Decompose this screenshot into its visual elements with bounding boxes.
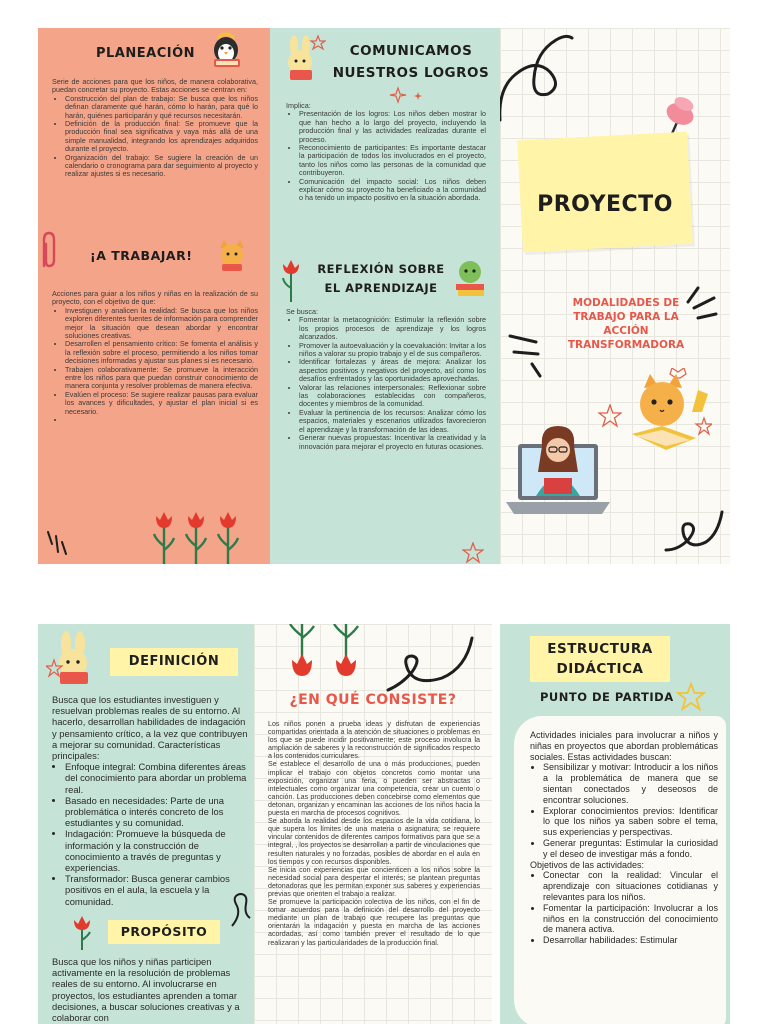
squiggle-icon (500, 28, 576, 128)
comunicamos-body (286, 102, 486, 203)
reflexion-item: • Fomentar la metacognición: Estimular la reflexión sobre los propios procesos de aprendizaje y los logros alcanzados. (299, 316, 486, 341)
reflexion-title-line1: REFLEXIÓN SOBRE (317, 262, 445, 276)
turtle-icon (450, 258, 490, 300)
consiste-title: ¿EN QUÉ CONSISTE? (289, 692, 457, 708)
cover-subtitle-line: TRANSFORMADORA (567, 339, 685, 351)
planeacion-intro: Serie de acciones para que los niños, de manera colaborativa, puedan concretar su proyecto. Estas acciones se centran en: (52, 77, 258, 95)
trabajar-item: • Evalúen el proceso: Se sugiere realizar pausas para evaluar los avances y dificultades, y ajustar el plan inicial si es necesario. (65, 391, 258, 416)
cat-icon (214, 238, 250, 274)
definicion-item: • Enfoque integral: Combina diferentes áreas del conocimiento para abordar un problema real. (65, 761, 248, 795)
reflexion-intro: Se busca: (286, 307, 318, 316)
consiste-body (268, 720, 480, 947)
trabajar-title: ¡A TRABAJAR! (90, 248, 193, 263)
definicion-title: DEFINICIÓN (110, 648, 238, 676)
reflexion-item: • Promover la autoevaluación y la coevaluación: Invitar a los niños a valorar su propio trabajo y el de sus compañeros. (299, 342, 486, 359)
panel-consiste (254, 624, 492, 1024)
cover-title: PROYECTO (537, 192, 673, 217)
cover-subtitle-line: ACCIÓN (603, 325, 649, 337)
trabajar-item (65, 416, 258, 424)
reflexion-body (286, 308, 486, 451)
proposito-text: Busca que los niños y niñas participen activamente en la resolución de problemas reales de su entorno. Al involucrarse en proyectos, los estudiantes aprenden a tomar decisiones, a buscar soluciones creativas y a colaborar con (52, 956, 240, 1024)
tulips-icon (148, 506, 244, 564)
comunicamos-item: • Comunicación del impacto social: Los niños deben explicar cómo su proyecto ha beneficiado a la comunidad o ha tenido un impacto positivo en la situación abordada. (299, 178, 486, 203)
trabajar-item: • Trabajen colaborativamente: Se promueve la interacción entre los niños para que puedan construir conocimiento de manera conjunta y resolver problemas de manera efectiva. (65, 366, 258, 391)
estructura-item: • Sensibilizar y motivar: Introducir a los niños a la problemática de manera que se sientan conectados y deseosos de encontrar soluciones. (543, 762, 718, 805)
laptop-teacher-icon (506, 424, 610, 520)
estructura-item: • Explorar conocimientos previos: Identificar lo que los niños ya saben sobre el tema, sus experiencias y perspectivas. (543, 806, 718, 838)
estructura-objetivo: • Conectar con la realidad: Vincular el aprendizaje con situaciones cotidianas y relevantes para los niños. (543, 870, 718, 902)
star-icon (462, 542, 484, 564)
cat-reading-icon (616, 368, 712, 468)
estructura-item: • Generar preguntas: Estimular la curiosidad y el deseo de investigar más a fondo. (543, 838, 718, 860)
panel-definicion (38, 624, 254, 1024)
definicion-intro: Busca que los estudiantes investiguen y resuelvan problemas reales de su entorno. Al hacerlo, desarrollan habilidades de indagación y pensamiento crítico, a la vez que contribuyen a mejorar su comunidad. Características principales: (52, 694, 248, 762)
estructura-objetivo: • Fomentar la participación: Involucrar a los niños en la construcción del conocimiento de manera activa. (543, 903, 718, 935)
panel-comunicamos (270, 28, 500, 564)
dash-lines-icon (506, 328, 546, 380)
estructura-subtitle: PUNTO DE PARTIDA (540, 690, 674, 704)
definicion-item: • Basado en necesidades: Parte de una problemática o interés concreto de los estudiantes y su comunidad. (65, 795, 248, 829)
cover-subtitle-line: MODALIDADES DE (572, 297, 680, 309)
comunicamos-title-line1: COMUNICAMOS (349, 43, 473, 59)
bunny-reading-icon (46, 630, 102, 690)
estructura-objetivos-label: Objetivos de las actividades: (530, 859, 645, 870)
estructura-title-line2: DIDÁCTICA (556, 661, 644, 677)
bunny-reading-icon (278, 34, 326, 86)
consiste-paragraph: Los niños ponen a prueba ideas y disfrutan de experiencias compartidas orientada a la atención de situaciones o problemas en los que se puede incidir positivamente; este proceso involucra la ampliación de saberes y la reconstrucción de significados respecto a los contenidos curriculares. (268, 720, 480, 761)
comunicamos-item: • Presentación de los logros: Los niños deben mostrar lo que han hecho a lo largo del proyecto, incluyendo la producción final y las actividades realizadas durante el proceso. (299, 110, 486, 144)
comunicamos-title-line2: NUESTROS LOGROS (332, 65, 490, 81)
dash-lines-icon (684, 284, 720, 324)
definicion-item: • Transformador: Busca generar cambios positivos en el aula, la escuela y la comunidad. (65, 873, 248, 907)
squiggle-icon (662, 504, 726, 558)
comunicamos-intro: Implica: (286, 101, 311, 110)
reflexion-item: • Evaluar la pertinencia de los recursos: Analizar cómo los espacios, materiales y escenarios utilizados favorecieron el aprendizaje y la transformación de las ideas. (299, 409, 486, 434)
reflexion-item: • Valorar las relaciones interpersonales: Reflexionar sobre las colaboraciones establecidas con compañeros, docentes y miembros de la comunidad. (299, 384, 486, 409)
reflexion-title-line2: EL APRENDIZAJE (324, 281, 438, 295)
squiggle-icon (382, 628, 482, 698)
trabajar-item: • Desarrollen el pensamiento crítico: Se fomenta el análisis y la reflexión sobre el proceso, permitiendo a los niños tomar decisiones informadas y ajustar sus planes si es necesario. (65, 340, 258, 365)
paperclip-icon (36, 230, 58, 270)
penguin-reading-icon (204, 32, 250, 74)
trabajar-intro: Acciones para guiar a los niños y niñas en la realización de su proyecto, con el objetivo de que: (52, 289, 258, 307)
reflexion-item: • Generar nuevas propuestas: Incentivar la creatividad y la innovación para mejorar el proyecto en futuras ocasiones. (299, 434, 486, 451)
panel-estructura (500, 624, 730, 1024)
reflexion-item: • Identificar fortalezas y áreas de mejora: Analizar los aspectos positivos y negativos del proyecto, así como los desafíos enfrentados y las oportunidades aprovechadas. (299, 358, 486, 383)
consiste-paragraph: Se inicia con experiencias que concienticen a los niños sobre la necesidad social para despertar el interés; se plantean preguntas detonadoras que les permitan exponer sus saberes y experiencias previas que orienten el trabajo a realizar. (268, 865, 480, 898)
squiggle-icon (228, 890, 252, 930)
cover-subtitle-line: TRABAJO PARA LA (573, 311, 679, 323)
estructura-intro: Actividades iniciales para involucrar a niños y niñas en proyectos que abordan problemáticas sociales. Estas actividades buscan: (530, 730, 718, 762)
planeacion-item: • Construcción del plan de trabajo: Se busca que los niños definan claramente qué harán, cómo lo harán, para qué lo harán, quiénes participarán y qué recursos necesitarán. (65, 95, 258, 120)
tulips-icon (284, 624, 368, 680)
panel-planeacion (38, 28, 270, 564)
consiste-paragraph: Se aborda la realidad desde los espacios de la vida cotidiana, lo que supera los límites de una materia o asignatura; se requiere vincular contenidos de diferentes campos formativos para que se a integral, , los proyectos se desarrollan a partir de vinculaciones que resulten naturales y no forzadas, posibles de abordar en el aula en los tiempos y con recursos disponibles. (268, 817, 480, 866)
definicion-item: • Indagación: Promueve la búsqueda de información y la construcción de conocimiento a través de preguntas y experiencias. (65, 828, 248, 873)
comunicamos-item: • Reconocimiento de participantes: Es importante destacar la participación de todos los involucrados en el proyecto, tanto los niños como las personas de la comunidad que contribuyeron. (299, 144, 486, 178)
flower-icon (280, 258, 302, 302)
estructura-objetivo: • Desarrollar habilidades: Estimular (543, 935, 718, 946)
sparkle-lines-icon (44, 528, 70, 558)
planeacion-title: PLANEACIÓN (96, 46, 196, 61)
panel-cover (500, 28, 730, 564)
definicion-body (52, 694, 248, 907)
reflexion-title (306, 260, 456, 298)
planeacion-item: • Definición de la producción final: Se promueve que la producción final sea significativa y vaya más allá de una simple manualidad, integrando los aprendizajes adquiridos durante el proyecto. (65, 120, 258, 154)
estructura-body (530, 730, 718, 946)
star-icon (676, 682, 706, 712)
trabajar-body (52, 290, 258, 425)
planeacion-body (52, 78, 258, 179)
estructura-title (530, 636, 670, 682)
estructura-title-line1: ESTRUCTURA (547, 641, 653, 657)
trabajar-item: • Investiguen y analicen la realidad: Se busca que los niños exploren diferentes fuentes de información para comprender mejor la situación que desean abordar y encontrar soluciones creativas. (65, 307, 258, 341)
consiste-paragraph: Se promueve la participación colectiva de los niños, con el fin de tomar acuerdos para la definición del desarrollo del proyecto mediante un plan de trabajo que recupere las preguntas que orientarán la indagación y puesta en marcha de las acciones acordadas, así como también prever el resultado de lo que realizaran y las particularidades de la producción final. (268, 898, 480, 947)
planeacion-item: • Organización del trabajo: Se sugiere la creación de un calendario o cronograma para dar seguimiento al proyecto y realizar ajustes si es necesario. (65, 154, 258, 179)
comunicamos-title (328, 40, 494, 84)
flower-icon (70, 916, 94, 950)
proposito-title: PROPÓSITO (108, 920, 220, 944)
consiste-paragraph: Se establece el desarrollo de una o más producciones, pueden implicar el trabajo con objetos concretos como montar una exposición, organizar una feria, o pueden ser abstractas o intelectuales como organizar una competencia, crear un cuento o canción. Las producciones deben concebirse como elementos que detonan, organizan y encaminan las acciones de los niños hacia la puesta en marcha de procesos cognitivos. (268, 760, 480, 818)
